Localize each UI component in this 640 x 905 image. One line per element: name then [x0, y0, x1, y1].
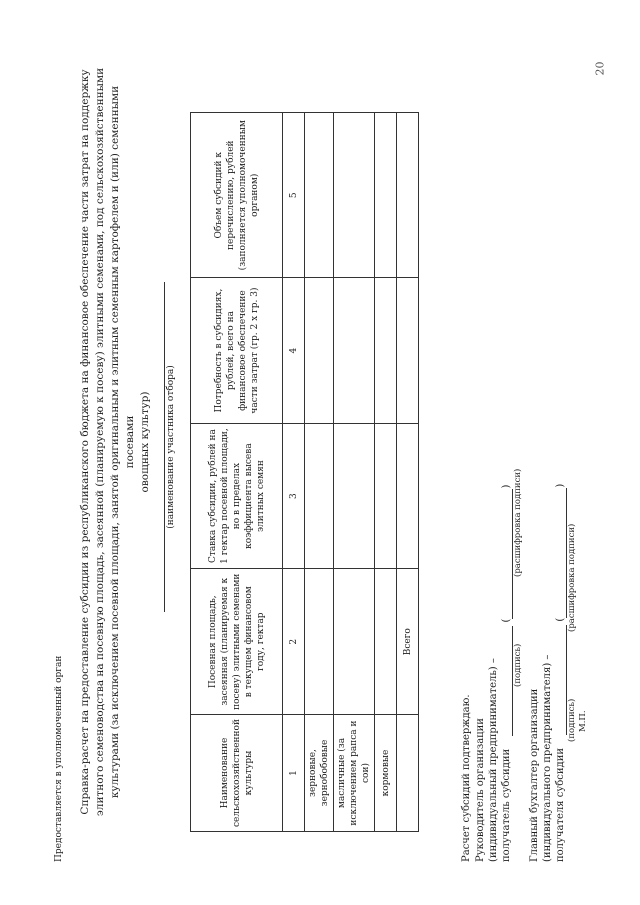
org-name-caption: (наименование участника отбора) [166, 365, 176, 529]
header-cell: Ставка субсидии, рублей на 1 гектар посевной площади, но в пределах коэффициента высева элитных семян [191, 423, 283, 569]
header-cell: Объем субсидий к перечислению, рублей (заполняется уполномоченным органом) [191, 113, 283, 278]
accountant-title-text: получателя субсидии [555, 747, 566, 862]
column-number: 4 [283, 278, 305, 423]
table-header-row [191, 113, 283, 832]
header-note: Предоставляется в уполномоченный орган [54, 655, 64, 862]
head-title-line: (индивидуальный предприниматель) – [488, 658, 499, 862]
table-row [334, 113, 375, 832]
title-line: Справка-расчет на предоставление субсидии из республиканского бюджета на финансовое обеспечение части затрат на поддержку [79, 69, 91, 815]
table-cell[interactable] [375, 113, 397, 278]
accountant-title-line: получателя субсидии () [555, 483, 566, 862]
table-cell[interactable] [397, 113, 419, 278]
org-name-line[interactable] [164, 282, 165, 612]
signature-caption: (подпись) [567, 698, 577, 742]
table-cell[interactable] [305, 113, 334, 278]
column-number: 5 [283, 113, 305, 278]
table-cell[interactable] [334, 423, 375, 569]
crop-name: кормовые [375, 715, 397, 832]
table-cell[interactable] [334, 278, 375, 423]
page-number: 20 [593, 61, 607, 76]
column-number-row [283, 113, 305, 832]
total-label: Всего [397, 569, 419, 715]
total-value[interactable] [397, 278, 419, 423]
table-cell[interactable] [334, 569, 375, 715]
header-cell: Посевная площадь, засеянная (планируемая к посеву) элитными семенами в текущем финансовом году, гектар [191, 569, 283, 715]
accountant-title-line: (индивидуального предпринимателя) – [542, 654, 553, 862]
table-cell[interactable] [305, 278, 334, 423]
decode-caption: (расшифровка подписи) [567, 523, 577, 632]
head-signature-block [474, 485, 513, 862]
column-number: 3 [283, 423, 305, 569]
title-line: овощных культур) [139, 391, 151, 493]
header-cell: Наименование сельскохозяйственной культуры [191, 715, 283, 832]
crop-name: зерновые, зернобобовые [305, 715, 334, 832]
accountant-title-line: Главный бухгалтер организации [529, 688, 540, 862]
table-row [375, 113, 397, 832]
table-cell[interactable] [305, 569, 334, 715]
signature-caption: (подпись) [513, 643, 523, 687]
table-cell[interactable] [375, 423, 397, 569]
confirm-text: Расчет субсидий подтверждаю. [461, 694, 472, 862]
table-cell[interactable] [334, 113, 375, 278]
total-row [397, 113, 419, 832]
title-line: культурами (за исключением посевной площади, занятой оригинальным и элитным семенным картофелем и (или) семенными посевами [109, 85, 136, 799]
table-cell [397, 423, 419, 569]
title-line: элитного семеноводства на посевную площадь, засеянной (планируемую к посеву) элитными семенами, под сельскохозяйственными [94, 67, 106, 817]
head-title-text: получатель субсидии [501, 748, 512, 862]
table-cell[interactable] [375, 278, 397, 423]
table-cell [397, 715, 419, 832]
table-row [305, 113, 334, 832]
table-cell[interactable] [375, 569, 397, 715]
head-title-line: Руководитель организации [475, 718, 486, 862]
decode-caption: (расшифровка подписи) [513, 468, 523, 577]
table-cell[interactable] [305, 423, 334, 569]
stamp-label: М.П. [578, 710, 588, 732]
header-cell: Потребность в субсидиях, рублей, всего на финансовое обеспечение части затрат (гр. 2 x гр. 3) [191, 278, 283, 423]
subsidy-table [190, 112, 419, 832]
crop-name: масличные (за исключением рапса и сои) [334, 715, 375, 832]
document-title [78, 62, 153, 822]
document-sheet [50, 42, 590, 862]
column-number: 1 [283, 715, 305, 832]
column-number: 2 [283, 569, 305, 715]
accountant-signature-block [528, 484, 567, 862]
head-title-line: получатель субсидии () [501, 484, 512, 862]
